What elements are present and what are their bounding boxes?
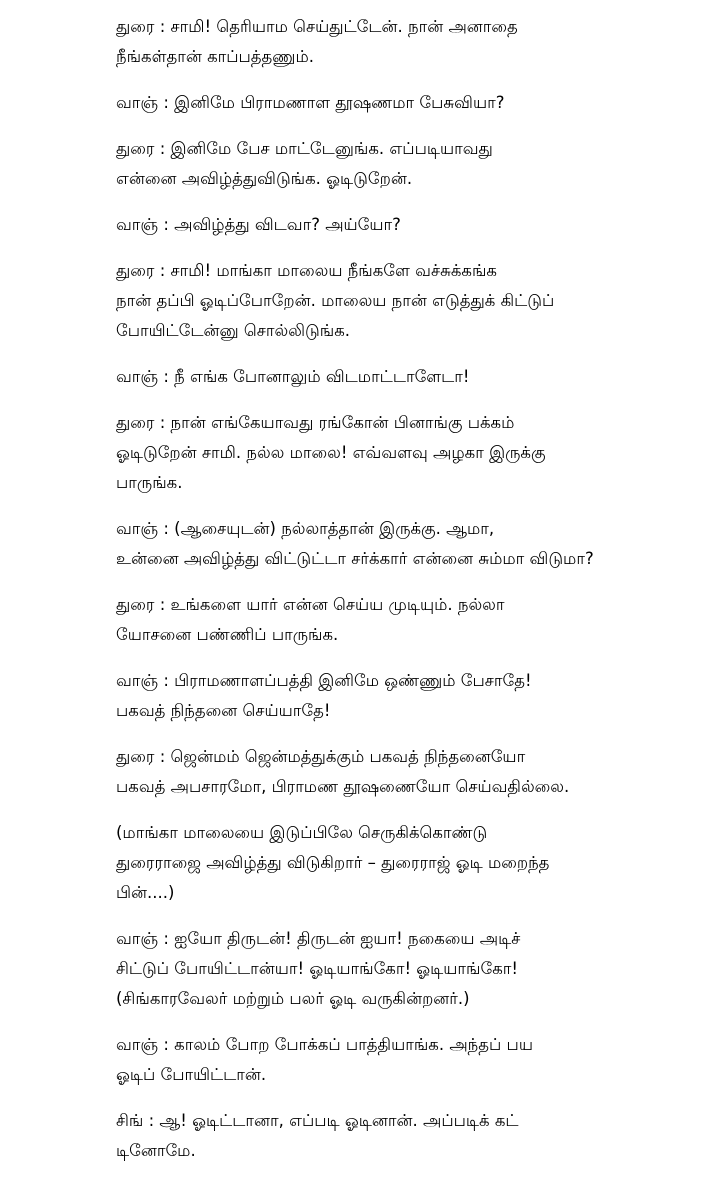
dialogue-paragraph [90,924,670,1014]
text-line: ஓடிப் போயிட்டான். [116,1065,267,1084]
dialogue-paragraph [90,1030,670,1090]
text-line: (சிங்காரவேலர் மற்றும் பலர் ஓடி வருகின்றனர்.) [116,989,470,1008]
dialogue-paragraph [90,1106,670,1166]
dialogue-paragraph [90,362,670,392]
text-line: துரை : சாமி! தெரியாம செய்துட்டேன். நான் அனாதை [116,17,518,36]
stage-direction [90,818,670,908]
dialogue-paragraph [90,134,670,194]
text-line: வாஞ் : பிராமணாளப்பத்தி இனிமே ஒண்ணும் பேசாதே! [116,671,532,690]
text-line: துரை : இனிமே பேச மாட்டேனுங்க. எப்படியாவது [116,139,493,158]
dialogue-paragraph [90,88,670,118]
dialogue-paragraph [90,408,670,498]
text-line: நான் தப்பி ஓடிப்போறேன். மாலைய நான் எடுத்துக் கிட்டுப் [116,291,555,310]
text-line: வாஞ் : (ஆசையுடன்) நல்லாத்தான் இருக்கு. ஆமா, [116,519,495,538]
text-line: (மாங்கா மாலையை இடுப்பிலே செருகிக்கொண்டு [116,823,488,842]
text-line: துரைராஜை அவிழ்த்து விடுகிறார் – துரைராஜ் ஓடி மறைந்த [116,853,550,872]
dialogue-paragraph [90,210,670,240]
dialogue-paragraph [90,590,670,650]
text-line: துரை : உங்களை யார் என்ன செய்ய முடியும். நல்லா [116,595,505,614]
text-line: நீங்கள்தான் காப்பத்தணும். [116,47,314,66]
text-line: வாஞ் : அவிழ்த்து விடவா? அய்யோ? [116,215,401,234]
text-line: வாஞ் : காலம் போற போக்கப் பாத்தியாங்க. அந்தப் பய [116,1035,533,1054]
text-line: வாஞ் : இனிமே பிராமணாள தூஷணமா பேசுவியா? [116,93,505,112]
dialogue-paragraph [90,742,670,802]
dialogue-paragraph [90,256,670,346]
text-line: துரை : சாமி! மாங்கா மாலைய நீங்களே வச்சுக்கங்க [116,261,497,280]
text-line: உன்னை அவிழ்த்து விட்டுட்டா சர்க்கார் என்னை சும்மா விடுமா? [116,549,594,568]
dialogue-paragraph [90,666,670,726]
text-line: துரை : நான் எங்கேயாவது ரங்கோன் பினாங்கு பக்கம் [116,413,515,432]
text-line: என்னை அவிழ்த்துவிடுங்க. ஓடிடுறேன். [116,169,413,188]
dialogue-paragraph [90,514,670,574]
text-line: வாஞ் : ஐயோ திருடன்! திருடன் ஐயா! நகையை அடிச் [116,929,521,948]
text-line: சிட்டுப் போயிட்டான்யா! ஓடியாங்கோ! ஓடியாங்கோ! [116,959,519,978]
text-line: பாருங்க. [116,473,183,492]
dialogue-paragraph [90,12,670,72]
text-line: பகவத் அபசாரமோ, பிராமண தூஷணையோ செய்வதில்லை. [116,777,570,796]
text-line: பகவத் நிந்தனை செய்யாதே! [116,701,331,720]
text-line: வாஞ் : நீ எங்க போனாலும் விடமாட்டாளேடா! [116,367,470,386]
text-line: யோசனை பண்ணிப் பாருங்க. [116,625,339,644]
text-line: போயிட்டேன்னு சொல்லிடுங்க. [116,321,350,340]
document-page [90,12,670,1182]
text-line: டினோமே. [116,1141,196,1160]
text-line: துரை : ஜென்மம் ஜென்மத்துக்கும் பகவத் நிந்தனையோ [116,747,526,766]
text-line: பின்....) [116,883,175,902]
text-line: சிங் : ஆ! ஓடிட்டானா, எப்படி ஓடினான். அப்படிக் கட் [116,1111,519,1130]
text-line: ஓடிடுறேன் சாமி. நல்ல மாலை! எவ்வளவு அழகா இருக்கு [116,443,546,462]
